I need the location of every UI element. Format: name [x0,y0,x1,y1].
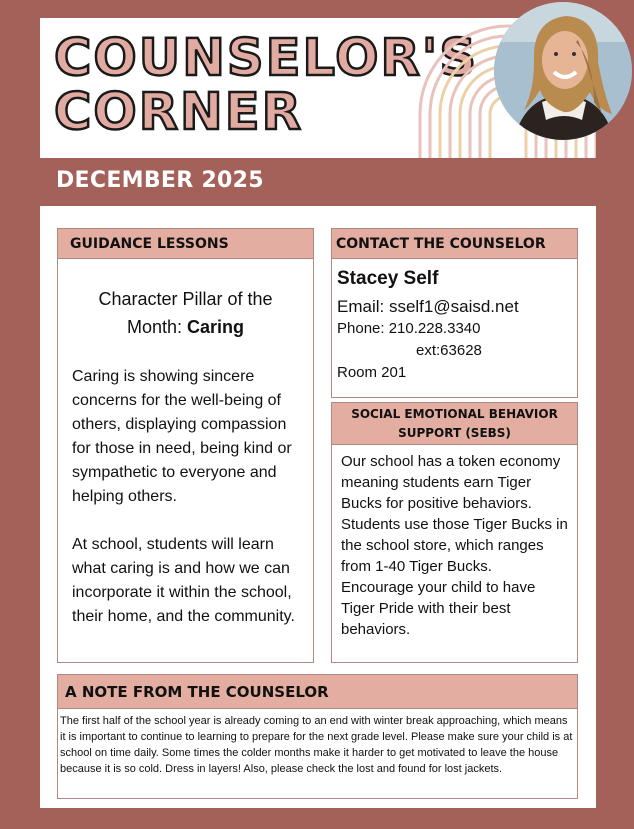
sebs-heading: SOCIAL EMOTIONAL BEHAVIOR SUPPORT (SEBS) [332,403,577,445]
counselor-photo [494,2,632,140]
title-line-2: CORNER [54,83,303,142]
pillar-prefix: Character Pillar of the Month: [98,289,273,337]
counselor-note-body: The first half of the school year is already coming to an end with winter break approaching, which means it is important to continue to learning to prepare for the next grade level. Please make sure your child is at school on time daily. Some times the colder months make it harder to get motivated to leave the house because it is so cold. Dress in layers! Also, please check the lost and found for lost jackets. [60,715,573,775]
contact-section [331,228,578,398]
counselor-email: Email: sself1@saisd.net [337,297,519,316]
contact-heading: CONTACT THE COUNSELOR [332,229,577,259]
issue-date: DECEMBER 2025 [56,168,264,193]
character-pillar [58,285,313,341]
counselor-name: Stacey Self [337,268,439,289]
guidance-paragraph-1: Caring is showing sincere concerns for the well-being of others, displaying compassion for those in need, being kind or sympathetic to everyone and helping others. [72,368,292,505]
sebs-body [332,445,577,640]
counselor-phone: Phone: 210.228.3340 [337,320,481,337]
guidance-paragraph-2: At school, students will learn what caring is and how we can incorporate it within the school, their home, and the community. [72,536,295,625]
counselor-note-heading: A NOTE FROM THE COUNSELOR [58,675,577,709]
guidance-lessons-heading: GUIDANCE LESSONS [58,229,313,259]
counselor-extension: ext:63628 [416,342,482,359]
content-panel [40,206,596,808]
sebs-paragraph-1: Our school has a token economy meaning students earn Tiger Bucks for positive behaviors. Students use those Tiger Bucks in the school store, which ranges from 1-40 Tiger Bucks. [341,453,568,575]
counselor-note-section [57,674,578,799]
guidance-lessons-section [57,228,314,663]
counselor-room: Room 201 [337,364,407,381]
sebs-section [331,402,578,663]
title-line-1: COUNSELOR'S [54,29,479,88]
pillar-value: Caring [187,317,245,337]
sebs-paragraph-2: Encourage your child to have Tiger Pride with their best behaviors. [341,579,536,638]
